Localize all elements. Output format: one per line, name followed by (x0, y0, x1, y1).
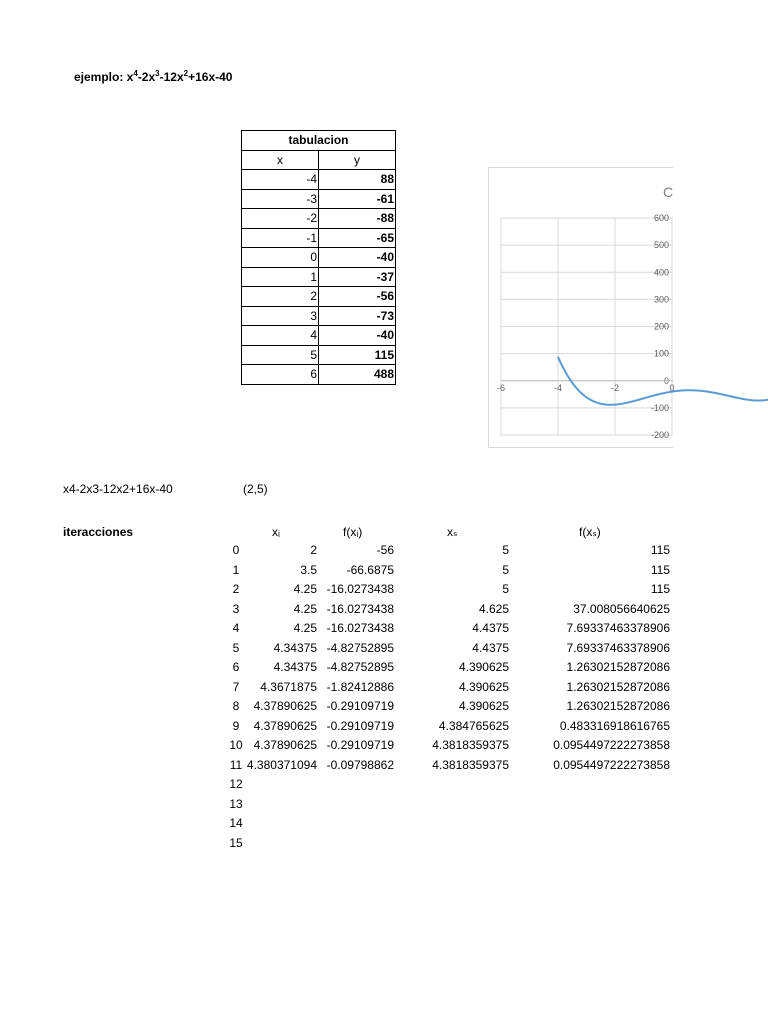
tabulation-table (241, 130, 396, 385)
iteration-index: 4 (232, 621, 240, 635)
xs-value: 4.390625 (458, 660, 509, 674)
y-value: -73 (319, 306, 396, 326)
y-tick-label: 400 (653, 267, 669, 278)
iteration-index: 15 (229, 835, 243, 850)
fxi-value: -0.09798862 (326, 757, 394, 772)
y-tick-label: 0 (663, 375, 669, 386)
iteration-index: 14 (229, 816, 243, 830)
tabulation-row (242, 345, 396, 365)
chart-title: C (663, 184, 674, 200)
y-tick-label: 200 (653, 321, 669, 332)
fxi-value: -16.0273438 (326, 582, 394, 596)
iteration-index: 2 (232, 582, 240, 596)
x-value: -4 (242, 170, 319, 190)
y-value: -61 (319, 189, 396, 209)
iteration-row (0, 738, 768, 758)
xs-value: 5 (502, 543, 509, 557)
iteration-row (0, 680, 768, 700)
chart-svg (489, 168, 673, 447)
function-text: x4-2x3-12x2+16x-40 (63, 482, 173, 496)
y-tick-label: 500 (653, 240, 669, 251)
tabulation-row (242, 228, 396, 248)
y-tick-label: -200 (650, 430, 669, 440)
tabulation-row (242, 287, 396, 307)
y-tick-label: -100 (650, 402, 669, 413)
iteration-row (0, 641, 768, 661)
xs-value: 5 (502, 582, 509, 596)
xi-value: 4.37890625 (253, 718, 317, 733)
y-value: -56 (319, 287, 396, 307)
iteration-index: 12 (229, 777, 243, 791)
y-tick-label: 600 (653, 213, 669, 223)
iteration-row (0, 797, 768, 817)
y-value: 115 (319, 345, 396, 365)
iteration-row (0, 621, 768, 641)
tabulation-row (242, 326, 396, 346)
tabulation-row (242, 170, 396, 190)
y-value: -88 (319, 209, 396, 229)
iteration-index: 1 (232, 562, 240, 577)
xs-value: 5 (502, 562, 509, 577)
fxs-value: 37.008056640625 (573, 601, 670, 616)
x-column-header: x (242, 150, 319, 170)
function-chart (488, 167, 673, 448)
fxs-value: 115 (650, 582, 670, 596)
x-value: 2 (242, 287, 319, 307)
xi-value: 2 (310, 543, 317, 557)
iteration-index: 5 (232, 640, 240, 655)
tabulation-row (242, 365, 396, 385)
fxs-value: 115 (650, 543, 670, 557)
xi-value: 4.25 (293, 621, 317, 635)
iteration-index: 11 (229, 757, 243, 772)
iteration-row (0, 777, 768, 797)
xi-column-header: xᵢ (272, 525, 280, 539)
x-value: -1 (242, 228, 319, 248)
fxi-value: -0.29109719 (326, 738, 394, 752)
fxi-value: -66.6875 (346, 562, 394, 577)
fxs-value: 0.0954497222273858 (553, 757, 670, 772)
iteration-index: 6 (232, 660, 240, 674)
fxi-value: -0.29109719 (326, 699, 394, 713)
x-tick-label: 0 (669, 382, 675, 393)
fxs-value: 115 (650, 562, 670, 577)
fxi-value: -16.0273438 (326, 601, 394, 616)
iteration-row (0, 699, 768, 719)
iteration-index: 10 (229, 738, 243, 752)
fxi-value: -0.29109719 (326, 718, 394, 733)
y-value: -65 (319, 228, 396, 248)
x-value: 0 (242, 248, 319, 268)
iteration-index: 8 (232, 699, 240, 713)
fxi-column-header: f(xᵢ) (343, 525, 363, 539)
xi-value: 4.34375 (273, 660, 317, 674)
x-value: 3 (242, 306, 319, 326)
iteration-index: 9 (232, 718, 240, 733)
y-value: 88 (319, 170, 396, 190)
xi-value: 3.5 (300, 562, 317, 577)
y-tick-label: 100 (653, 348, 669, 359)
iteration-index: 7 (232, 679, 240, 694)
fxi-value: -4.82752895 (326, 660, 394, 674)
xi-value: 4.3671875 (260, 679, 317, 694)
interval-text: (2,5) (243, 482, 268, 496)
xs-value: 4.4375 (472, 640, 509, 655)
y-column-header: y (319, 150, 396, 170)
y-value: 488 (319, 365, 396, 385)
iteration-row (0, 543, 768, 563)
tabulation-row (242, 267, 396, 287)
iteration-index: 0 (232, 543, 240, 557)
tabulation-row (242, 306, 396, 326)
iteration-index: 13 (229, 796, 243, 811)
x-value: -3 (242, 189, 319, 209)
fxi-value: -16.0273438 (326, 621, 394, 635)
x-tick-label: -4 (553, 382, 563, 393)
x-value: -2 (242, 209, 319, 229)
tabulation-row (242, 209, 396, 229)
xs-value: 4.3818359375 (432, 738, 509, 752)
example-heading: ejemplo: $x^4-2x^3-12x^2+16x-40$ (74, 69, 233, 84)
tabulation-title: tabulacion (242, 131, 396, 151)
iteration-row (0, 563, 768, 583)
iteration-row (0, 602, 768, 622)
y-value: -40 (319, 248, 396, 268)
fxs-value: 7.69337463378906 (566, 640, 670, 655)
xs-value: 4.390625 (458, 699, 509, 713)
x-tick-label: -2 (610, 382, 620, 393)
x-value: 1 (242, 267, 319, 287)
fxs-column-header: f(xₛ) (579, 525, 601, 539)
iteration-row (0, 816, 768, 836)
xs-value: 4.390625 (458, 679, 509, 694)
iteration-index: 3 (232, 601, 240, 616)
tabulation-row (242, 189, 396, 209)
xi-value: 4.37890625 (253, 699, 317, 713)
x-value: 6 (242, 365, 319, 385)
x-tick-label: -6 (496, 382, 506, 393)
fxi-value: -1.82412886 (326, 679, 394, 694)
y-tick-label: 300 (653, 294, 669, 305)
fxs-value: 7.69337463378906 (566, 621, 670, 635)
fxs-value: 0.483316918616765 (559, 718, 670, 733)
iteration-row (0, 758, 768, 778)
y-value: -37 (319, 267, 396, 287)
xi-value: 4.25 (293, 601, 317, 616)
xi-value: 4.25 (293, 582, 317, 596)
fxs-value: 1.26302152872086 (566, 699, 670, 713)
xs-value: 4.4375 (472, 621, 509, 635)
fxs-value: 1.26302152872086 (566, 679, 670, 694)
xi-value: 4.34375 (273, 640, 317, 655)
xs-value: 4.625 (478, 601, 509, 616)
xi-value: 4.380371094 (246, 757, 317, 772)
iteration-row (0, 719, 768, 739)
x-value: 5 (242, 345, 319, 365)
iteration-row (0, 582, 768, 602)
xi-value: 4.37890625 (253, 738, 317, 752)
fxs-value: 1.26302152872086 (566, 660, 670, 674)
fxi-value: -56 (376, 543, 394, 557)
y-value: -40 (319, 326, 396, 346)
xs-value: 4.3818359375 (432, 757, 509, 772)
xs-value: 4.384765625 (438, 718, 509, 733)
iterations-label: iteracciones (63, 525, 134, 539)
xs-column-header: xₛ (447, 525, 458, 539)
x-value: 4 (242, 326, 319, 346)
fxi-value: -4.82752895 (326, 640, 394, 655)
tabulation-row (242, 248, 396, 268)
iteration-row (0, 836, 768, 856)
fxs-value: 0.0954497222273858 (553, 738, 670, 752)
iteration-row (0, 660, 768, 680)
